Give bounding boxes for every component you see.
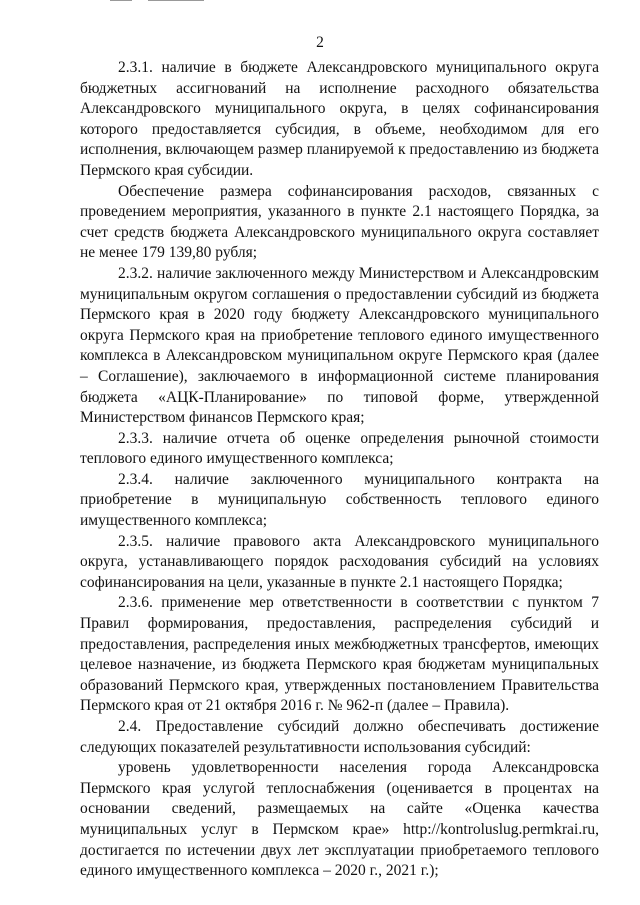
page-number: 2 — [316, 34, 324, 51]
paragraph-2-3-3: 2.3.3. наличие отчета об оценке определения рыночной стоимости теплового единого имущественного комплекса; — [80, 429, 599, 468]
document-body — [80, 58, 599, 882]
scan-edge-marks — [110, 0, 210, 3]
paragraph-2-3-6: 2.3.6. применение мер ответственности в соответствии с пунктом 7 Правил формирования, предоставления, распределения субсидий и предоставления, распределения иных межбюджетных трансфертов, имеющих целевое назначение, из бюджета Пермского края бюджетам муниципальных образований Пермского края, утвержденных постановлением Правительства Пермского края от 21 октября 2016 г. № 962-п (далее – Правила). — [80, 594, 599, 715]
paragraph-cofinancing: Обеспечение размера софинансирования расходов, связанных с проведением мероприятия, указанного в пункте 2.1 настоящего Порядка, за счет средств бюджета Александровского муниципального округа составляет не менее 179 139,80 рубля; — [80, 182, 599, 262]
paragraph-2-3-2: 2.3.2. наличие заключенного между Министерством и Александровским муниципальным округом соглашения о предоставлении субсидий из бюджета Пермского края в 2020 году бюджету Александровского муниципального округа Пермского края на приобретение теплового единого имущественного комплекса в Александровском муниципальном округе Пермского края (далее – Соглашение), заключаемого в информационной системе планирования бюджета «АЦК-Планирование» по типовой форме, утвержденной Министерством финансов Пермского края; — [80, 264, 599, 427]
paragraph-2-3-4: 2.3.4. наличие заключенного муниципального контракта на приобретение в муниципальную собственность теплового единого имущественного комплекса; — [80, 470, 599, 530]
paragraph-satisfaction-level: уровень удовлетворенности населения города Александровска Пермского края услугой теплоснабжения (оценивается в процентах на основании сведений, размещаемых на сайте «Оценка качества муниципальных услуг в Пермском крае» http://kontroluslug.permkrai.ru, достигается по истечении двух лет эксплуатации приобретаемого теплового единого имущественного комплекса – 2020 г., 2021 г.); — [80, 759, 599, 880]
paragraph-2-4: 2.4. Предоставление субсидий должно обеспечивать достижение следующих показателей результативности использования субсидий: — [80, 718, 599, 756]
paragraph-2-3-1: 2.3.1. наличие в бюджете Александровского муниципального округа бюджетных ассигнований на исполнение расходного обязательства Александровского муниципального округа, в целях софинансирования которого предоставляется субсидия, в объеме, необходимом для его исполнения, включающем размер планируемой к предоставлению из бюджета Пермского края субсидии. — [80, 59, 599, 179]
paragraph-2-3-5: 2.3.5. наличие правового акта Александровского муниципального округа, устанавливающего порядок расходования субсидий на условиях софинансирования на цели, указанные в пункте 2.1 настоящего Порядка; — [80, 532, 599, 591]
